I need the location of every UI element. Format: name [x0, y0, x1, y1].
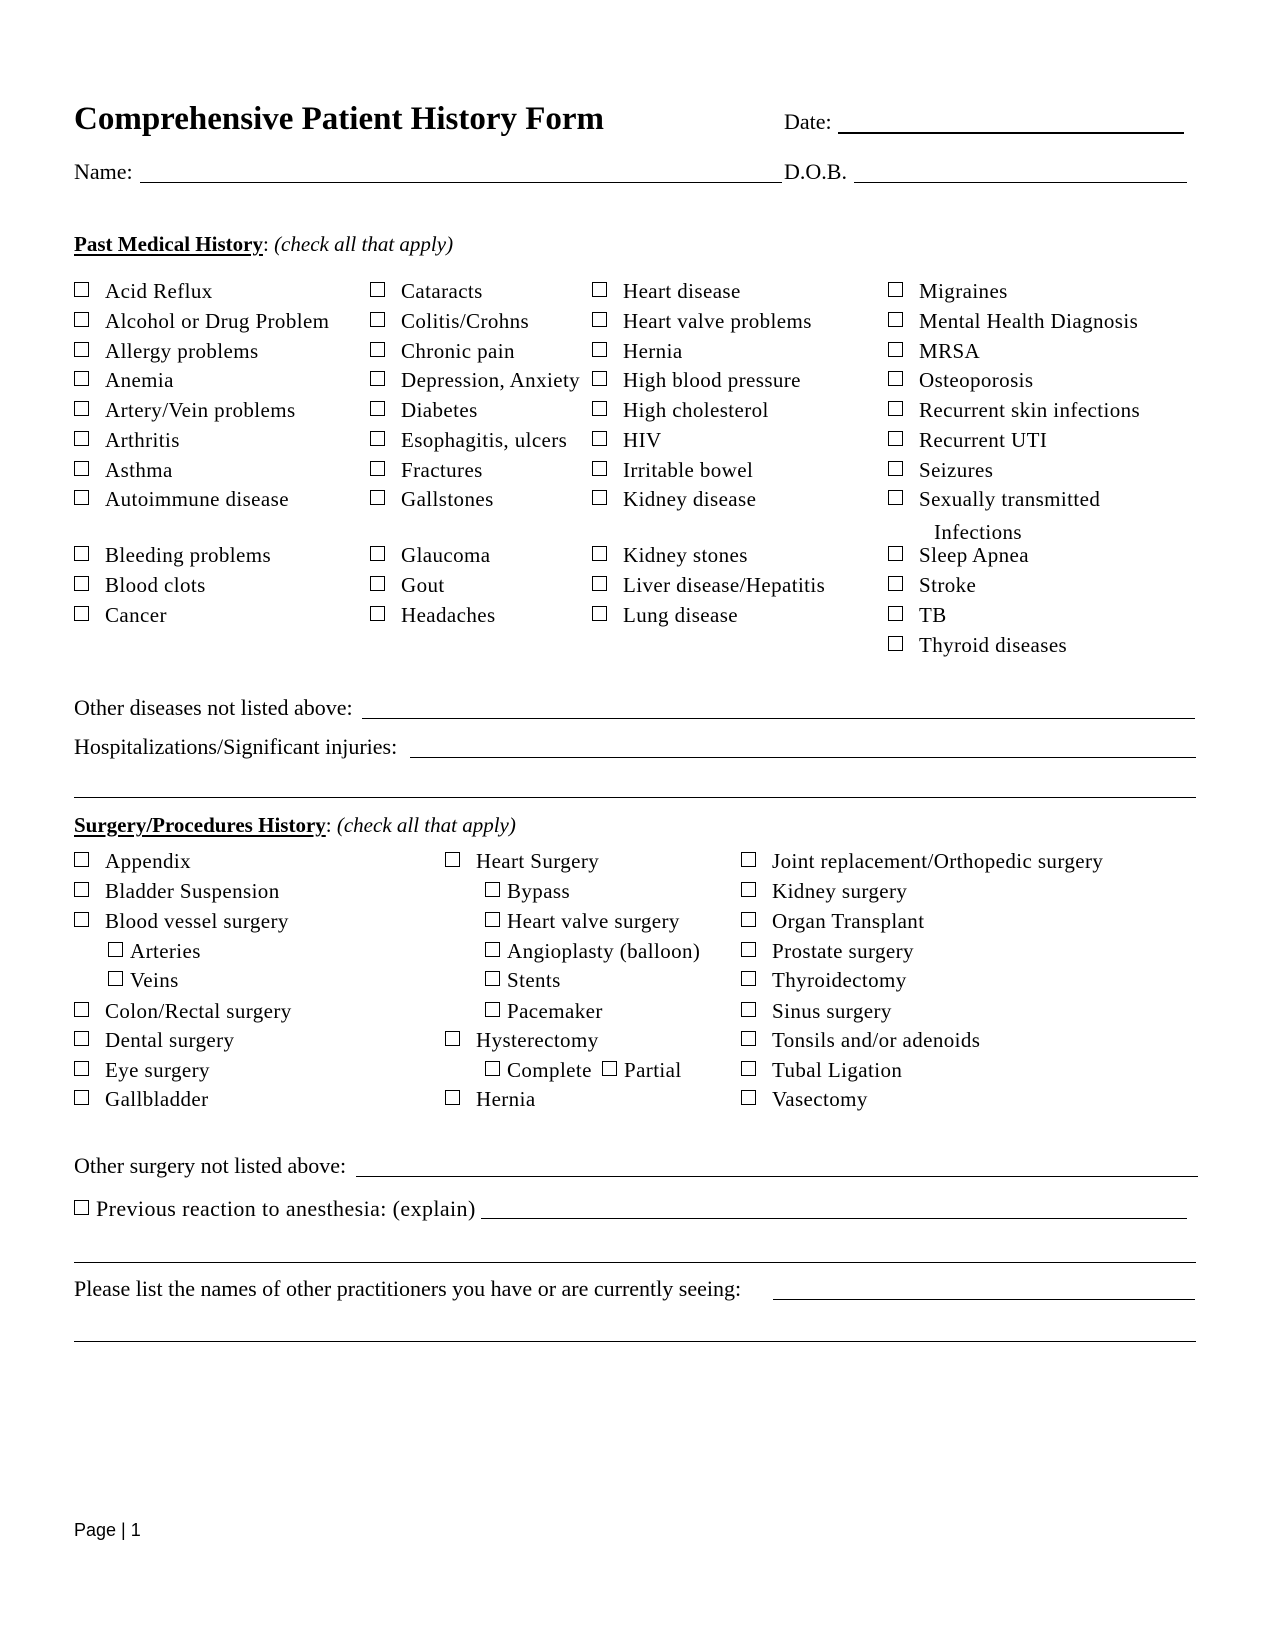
checkbox[interactable]	[741, 942, 756, 957]
procedure-heart-surgery	[445, 851, 599, 872]
heading-colon: :	[262, 232, 269, 256]
condition-label: Cataracts	[401, 279, 483, 303]
checkbox[interactable]	[485, 882, 500, 897]
checkbox[interactable]	[888, 461, 903, 476]
condition-label: Gallstones	[401, 487, 494, 511]
condition-label: Esophagitis, ulcers	[401, 428, 568, 452]
condition-continuation-label: Infections	[934, 520, 1022, 544]
condition-label: Asthma	[105, 458, 173, 482]
procedure-thyroidectomy	[741, 970, 907, 991]
checkbox[interactable]	[370, 401, 385, 416]
condition-heart-disease	[592, 281, 741, 302]
checkbox[interactable]	[74, 882, 89, 897]
condition-label: High cholesterol	[623, 398, 769, 422]
practitioners-field[interactable]	[773, 1299, 1195, 1300]
condition-esophagitis-ulcers	[370, 430, 567, 451]
checkbox[interactable]	[485, 971, 500, 986]
name-label: Name:	[74, 159, 133, 184]
checkbox[interactable]	[485, 942, 500, 957]
checkbox[interactable]	[888, 490, 903, 505]
checkbox[interactable]	[888, 606, 903, 621]
checkbox[interactable]	[74, 371, 89, 386]
condition-artery-vein-problems	[74, 400, 296, 421]
condition-high-cholesterol	[592, 400, 769, 421]
procedure-bladder-suspension	[74, 881, 280, 902]
procedure-hysterectomy	[445, 1030, 599, 1051]
condition-acid-reflux	[74, 281, 213, 302]
checkbox[interactable]	[741, 1002, 756, 1017]
checkbox[interactable]	[108, 942, 123, 957]
condition-label: Sexually transmitted	[919, 487, 1101, 511]
checkbox[interactable]	[74, 1200, 89, 1215]
other-surgery-field[interactable]	[356, 1176, 1198, 1177]
procedure-bypass	[485, 881, 570, 902]
condition-label: Kidney stones	[623, 543, 748, 567]
checkbox[interactable]	[74, 1090, 89, 1105]
condition-gout	[370, 575, 445, 596]
condition-lung-disease	[592, 605, 738, 626]
condition-label: High blood pressure	[623, 368, 801, 392]
condition-label: Sleep Apnea	[919, 543, 1029, 567]
condition-label: HIV	[623, 428, 662, 452]
condition-label: Irritable bowel	[623, 458, 754, 482]
checkbox[interactable]	[592, 606, 607, 621]
hospitalizations-label: Hospitalizations/Significant injuries:	[74, 734, 398, 759]
condition-label: Gout	[401, 573, 445, 597]
procedure-label: Kidney surgery	[772, 879, 908, 903]
procedure-label: Arteries	[130, 939, 201, 963]
condition-irritable-bowel	[592, 460, 753, 481]
checkbox[interactable]	[741, 882, 756, 897]
procedure-label: Gallbladder	[105, 1087, 209, 1111]
checkbox[interactable]	[602, 1061, 617, 1076]
checkbox[interactable]	[370, 606, 385, 621]
procedure-label: Tonsils and/or adenoids	[772, 1028, 981, 1052]
procedure-label: Eye surgery	[105, 1058, 210, 1082]
checkbox[interactable]	[74, 282, 89, 297]
condition-label: Glaucoma	[401, 543, 491, 567]
condition-label: Seizures	[919, 458, 994, 482]
check-all-note: (check all that apply)	[336, 813, 516, 837]
procedure-label: Partial	[624, 1058, 682, 1082]
condition-sexually-transmitted	[888, 489, 1100, 510]
checkbox[interactable]	[741, 971, 756, 986]
procedure-veins	[108, 970, 179, 991]
condition-label: Bleeding problems	[105, 543, 272, 567]
checkbox[interactable]	[74, 312, 89, 327]
checkbox[interactable]	[888, 282, 903, 297]
condition-hiv	[592, 430, 662, 451]
checkbox[interactable]	[888, 371, 903, 386]
condition-allergy-problems	[74, 341, 259, 362]
condition-asthma	[74, 460, 173, 481]
checkbox[interactable]	[370, 431, 385, 446]
form-title: Comprehensive Patient History Form	[74, 101, 605, 137]
procedure-blood-vessel-surgery	[74, 911, 289, 932]
checkbox[interactable]	[592, 282, 607, 297]
condition-label: Alcohol or Drug Problem	[105, 309, 330, 333]
checkbox[interactable]	[445, 1031, 460, 1046]
procedure-pacemaker	[485, 1001, 603, 1022]
procedure-label: Stents	[507, 968, 561, 992]
procedure-prostate-surgery	[741, 941, 914, 962]
condition-label: Fractures	[401, 458, 483, 482]
condition-migraines	[888, 281, 1008, 302]
procedure-vasectomy	[741, 1089, 868, 1110]
procedure-tubal-ligation	[741, 1060, 902, 1081]
procedure-label: Dental surgery	[105, 1028, 235, 1052]
condition-alcohol-or-drug-problem	[74, 311, 329, 332]
condition-mental-health-diagnosis	[888, 311, 1138, 332]
procedure-label: Bladder Suspension	[105, 879, 280, 903]
check-all-note: (check all that apply)	[274, 232, 454, 256]
procedure-label: Colon/Rectal surgery	[105, 999, 292, 1023]
condition-label: Migraines	[919, 279, 1008, 303]
condition-recurrent-skin-infections	[888, 400, 1140, 421]
procedure-appendix	[74, 851, 191, 872]
procedure-partial	[602, 1060, 682, 1081]
condition-blood-clots	[74, 575, 206, 596]
checkbox[interactable]	[888, 576, 903, 591]
checkbox[interactable]	[485, 1002, 500, 1017]
page-number: Page | 1	[74, 1520, 141, 1540]
procedure-gallbladder	[74, 1089, 209, 1110]
checkbox[interactable]	[592, 342, 607, 357]
condition-bleeding-problems	[74, 545, 271, 566]
checkbox[interactable]	[592, 401, 607, 416]
practitioners-field-line-2[interactable]	[74, 1341, 1196, 1342]
checkbox[interactable]	[741, 1090, 756, 1105]
condition-label: Blood clots	[105, 573, 206, 597]
procedure-label: Veins	[130, 968, 179, 992]
procedure-label: Tubal Ligation	[772, 1058, 903, 1082]
condition-diabetes	[370, 400, 478, 421]
checkbox[interactable]	[74, 461, 89, 476]
condition-kidney-stones	[592, 545, 748, 566]
condition-label: Heart disease	[623, 279, 741, 303]
procedure-sinus-surgery	[741, 1001, 892, 1022]
surgery-history-heading	[74, 815, 516, 836]
checkbox[interactable]	[74, 342, 89, 357]
procedure-label: Angioplasty (balloon)	[507, 939, 701, 963]
procedure-complete	[485, 1060, 592, 1081]
condition-gallstones	[370, 489, 494, 510]
checkbox[interactable]	[74, 912, 89, 927]
procedure-label: Prostate surgery	[772, 939, 914, 963]
dob-field[interactable]	[854, 182, 1187, 183]
surgery-history-title: Surgery/Procedures History	[74, 813, 326, 837]
other-diseases-label: Other diseases not listed above:	[74, 695, 353, 720]
condition-label: Depression, Anxiety	[401, 368, 581, 392]
other-surgery-label: Other surgery not listed above:	[74, 1153, 347, 1178]
condition-label: Heart valve problems	[623, 309, 812, 333]
procedure-tonsils-and-or-adenoids	[741, 1030, 980, 1051]
checkbox[interactable]	[888, 312, 903, 327]
condition-label: Kidney disease	[623, 487, 757, 511]
condition-high-blood-pressure	[592, 370, 801, 391]
checkbox[interactable]	[592, 371, 607, 386]
condition-label: Lung disease	[623, 603, 739, 627]
checkbox[interactable]	[741, 1061, 756, 1076]
checkbox[interactable]	[485, 1061, 500, 1076]
procedure-label: Heart Surgery	[476, 849, 600, 873]
checkbox[interactable]	[592, 490, 607, 505]
anesthesia-explain-field-line-2[interactable]	[74, 1262, 1196, 1263]
anesthesia-explain-field[interactable]	[481, 1218, 1187, 1219]
procedure-hernia	[445, 1089, 536, 1110]
procedure-label: Complete	[507, 1058, 592, 1082]
hospitalizations-field-line-2[interactable]	[74, 797, 1196, 798]
checkbox[interactable]	[592, 312, 607, 327]
checkbox[interactable]	[370, 312, 385, 327]
checkbox[interactable]	[370, 576, 385, 591]
condition-label: Allergy problems	[105, 339, 259, 363]
condition-autoimmune-disease	[74, 489, 289, 510]
condition-headaches	[370, 605, 496, 626]
condition-chronic-pain	[370, 341, 515, 362]
procedure-label: Organ Transplant	[772, 909, 925, 933]
condition-thyroid-diseases	[888, 635, 1067, 656]
anesthesia-reaction-item	[74, 1198, 476, 1220]
condition-label: Anemia	[105, 368, 174, 392]
condition-seizures	[888, 460, 993, 481]
condition-label: MRSA	[919, 339, 981, 363]
condition-label: Acid Reflux	[105, 279, 213, 303]
condition-kidney-disease	[592, 489, 756, 510]
procedure-label: Heart valve surgery	[507, 909, 680, 933]
condition-label: Chronic pain	[401, 339, 515, 363]
procedure-label: Hysterectomy	[476, 1028, 599, 1052]
procedure-label: Hernia	[476, 1087, 536, 1111]
checkbox[interactable]	[74, 606, 89, 621]
checkbox[interactable]	[741, 912, 756, 927]
checkbox[interactable]	[888, 401, 903, 416]
condition-label: Recurrent UTI	[919, 428, 1048, 452]
checkbox[interactable]	[74, 1061, 89, 1076]
checkbox[interactable]	[370, 371, 385, 386]
checkbox[interactable]	[592, 431, 607, 446]
condition-recurrent-uti	[888, 430, 1047, 451]
procedure-angioplasty-balloon	[485, 941, 700, 962]
condition-label: Diabetes	[401, 398, 478, 422]
condition-label: Headaches	[401, 603, 496, 627]
checkbox[interactable]	[592, 546, 607, 561]
checkbox[interactable]	[741, 852, 756, 867]
condition-osteoporosis	[888, 370, 1033, 391]
past-medical-history-heading	[74, 234, 453, 255]
checkbox[interactable]	[74, 1002, 89, 1017]
checkbox[interactable]	[370, 461, 385, 476]
procedure-label: Blood vessel surgery	[105, 909, 289, 933]
condition-label: Osteoporosis	[919, 368, 1034, 392]
checkbox[interactable]	[370, 342, 385, 357]
procedure-label: Sinus surgery	[772, 999, 892, 1023]
procedure-label: Appendix	[105, 849, 192, 873]
checkbox[interactable]	[592, 461, 607, 476]
procedure-label: Joint replacement/Orthopedic surgery	[772, 849, 1104, 873]
date-field[interactable]	[838, 132, 1184, 134]
procedure-label: Vasectomy	[772, 1087, 868, 1111]
condition-label: Recurrent skin infections	[919, 398, 1141, 422]
condition-label: Autoimmune disease	[105, 487, 289, 511]
condition-liver-disease-hepatitis	[592, 575, 825, 596]
checkbox[interactable]	[74, 490, 89, 505]
condition-fractures	[370, 460, 483, 481]
checkbox[interactable]	[592, 576, 607, 591]
condition-anemia	[74, 370, 174, 391]
checkbox[interactable]	[74, 852, 89, 867]
condition-hernia	[592, 341, 683, 362]
checkbox[interactable]	[888, 546, 903, 561]
condition-depression-anxiety	[370, 370, 580, 391]
procedure-label: Thyroidectomy	[772, 968, 907, 992]
checkbox[interactable]	[888, 431, 903, 446]
condition-glaucoma	[370, 545, 491, 566]
condition-label: Artery/Vein problems	[105, 398, 296, 422]
name-field[interactable]	[140, 182, 782, 183]
condition-tb	[888, 605, 947, 626]
checkbox[interactable]	[74, 431, 89, 446]
condition-stroke	[888, 575, 976, 596]
checkbox[interactable]	[74, 546, 89, 561]
practitioners-label: Please list the names of other practitioners you have or are currently seeing:	[74, 1276, 742, 1301]
procedure-colon-rectal-surgery	[74, 1001, 292, 1022]
checkbox[interactable]	[74, 576, 89, 591]
condition-cataracts	[370, 281, 483, 302]
dob-label: D.O.B.	[784, 159, 847, 184]
condition-label: Stroke	[919, 573, 977, 597]
checkbox[interactable]	[445, 1090, 460, 1105]
condition-label: Cancer	[105, 603, 167, 627]
checkbox[interactable]	[74, 1031, 89, 1046]
past-medical-history-title: Past Medical History	[74, 232, 263, 256]
procedure-stents	[485, 970, 561, 991]
checkbox[interactable]	[108, 971, 123, 986]
checkbox[interactable]	[888, 636, 903, 651]
condition-mrsa	[888, 341, 980, 362]
checkbox[interactable]	[370, 546, 385, 561]
condition-label: Thyroid diseases	[919, 633, 1068, 657]
condition-label: TB	[919, 603, 947, 627]
condition-arthritis	[74, 430, 180, 451]
procedure-heart-valve-surgery	[485, 911, 680, 932]
condition-sleep-apnea	[888, 545, 1029, 566]
condition-heart-valve-problems	[592, 311, 812, 332]
condition-label: Hernia	[623, 339, 683, 363]
condition-label: Mental Health Diagnosis	[919, 309, 1139, 333]
condition-colitis-crohns	[370, 311, 529, 332]
checkbox[interactable]	[741, 1031, 756, 1046]
condition-label: Colitis/Crohns	[401, 309, 530, 333]
checkbox[interactable]	[74, 401, 89, 416]
hospitalizations-field[interactable]	[410, 757, 1196, 758]
checkbox[interactable]	[485, 912, 500, 927]
condition-label: Liver disease/Hepatitis	[623, 573, 826, 597]
condition-label: Arthritis	[105, 428, 180, 452]
anesthesia-reaction-label: Previous reaction to anesthesia: (explain)	[96, 1196, 476, 1221]
procedure-joint-replacement-orthopedic-surgery	[741, 851, 1103, 872]
procedure-label: Bypass	[507, 879, 571, 903]
procedure-arteries	[108, 941, 201, 962]
checkbox[interactable]	[888, 342, 903, 357]
procedure-label: Pacemaker	[507, 999, 603, 1023]
other-diseases-field[interactable]	[362, 718, 1195, 719]
procedure-dental-surgery	[74, 1030, 234, 1051]
checkbox[interactable]	[370, 490, 385, 505]
procedure-organ-transplant	[741, 911, 924, 932]
checkbox[interactable]	[445, 852, 460, 867]
procedure-kidney-surgery	[741, 881, 907, 902]
checkbox[interactable]	[370, 282, 385, 297]
date-label: Date:	[784, 109, 832, 134]
heading-colon: :	[325, 813, 332, 837]
condition-cancer	[74, 605, 167, 626]
procedure-eye-surgery	[74, 1060, 210, 1081]
